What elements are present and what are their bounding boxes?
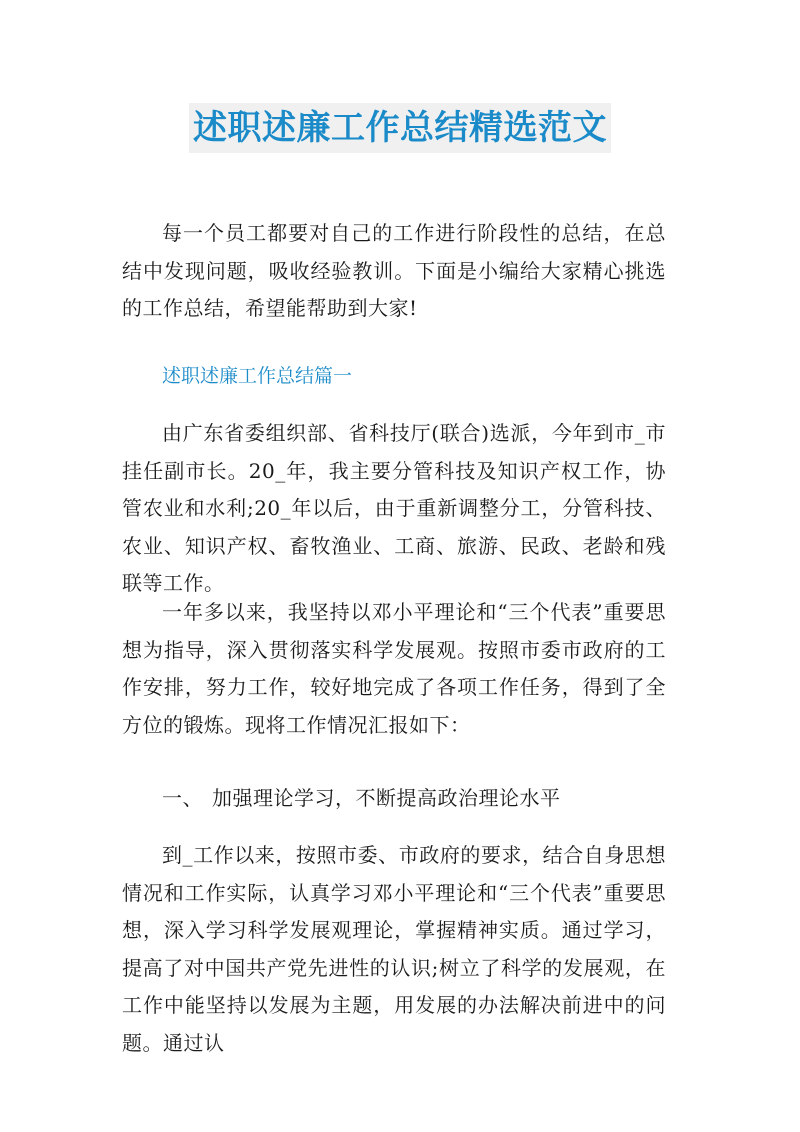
- list-item-number: 一、: [162, 786, 203, 810]
- intro-paragraph: 每一个员工都要对自己的工作进行阶段性的总结，在总结中发现问题，吸收经验教训。下面是小编给大家精心挑选的工作总结，希望能帮助到大家!: [122, 221, 666, 320]
- body-paragraph: 一年多以来，我坚持以邓小平理论和“三个代表”重要思想为指导，深入贯彻落实科学发展观。按照市委市政府的工作安排，努力工作，较好地完成了各项工作任务，得到了全方位的锻炼。现将工作情况汇报如下：: [122, 600, 666, 737]
- list-item-text: 加强理论学习，不断提高政治理论水平: [212, 786, 561, 810]
- list-item: [162, 783, 561, 813]
- body-paragraph: 到_工作以来，按照市委、市政府的要求，结合自身思想情况和工作实际，认真学习邓小平理论和“三个代表”重要思想，深入学习科学发展观理论，掌握精神实质。通过学习，提高了对中国共产党先进性的认识;树立了科学的发展观，在工作中能坚持以发展为主题，用发展的办法解决前进中的问题。通过认: [122, 843, 666, 1055]
- title-container: [0, 103, 800, 153]
- body-paragraph: 由广东省委组织部、省科技厅(联合)选派，今年到市_市挂任副市长。20_年，我主要分管科技及知识产权工作，协管农业和水利;20_年以后，由于重新调整分工，分管科技、农业、知识产权、畜牧渔业、工商、旅游、民政、老龄和残联等工作。: [122, 421, 666, 595]
- section-heading: 述职述廉工作总结篇一: [162, 365, 353, 387]
- document-title: 述职述廉工作总结精选范文: [189, 103, 611, 153]
